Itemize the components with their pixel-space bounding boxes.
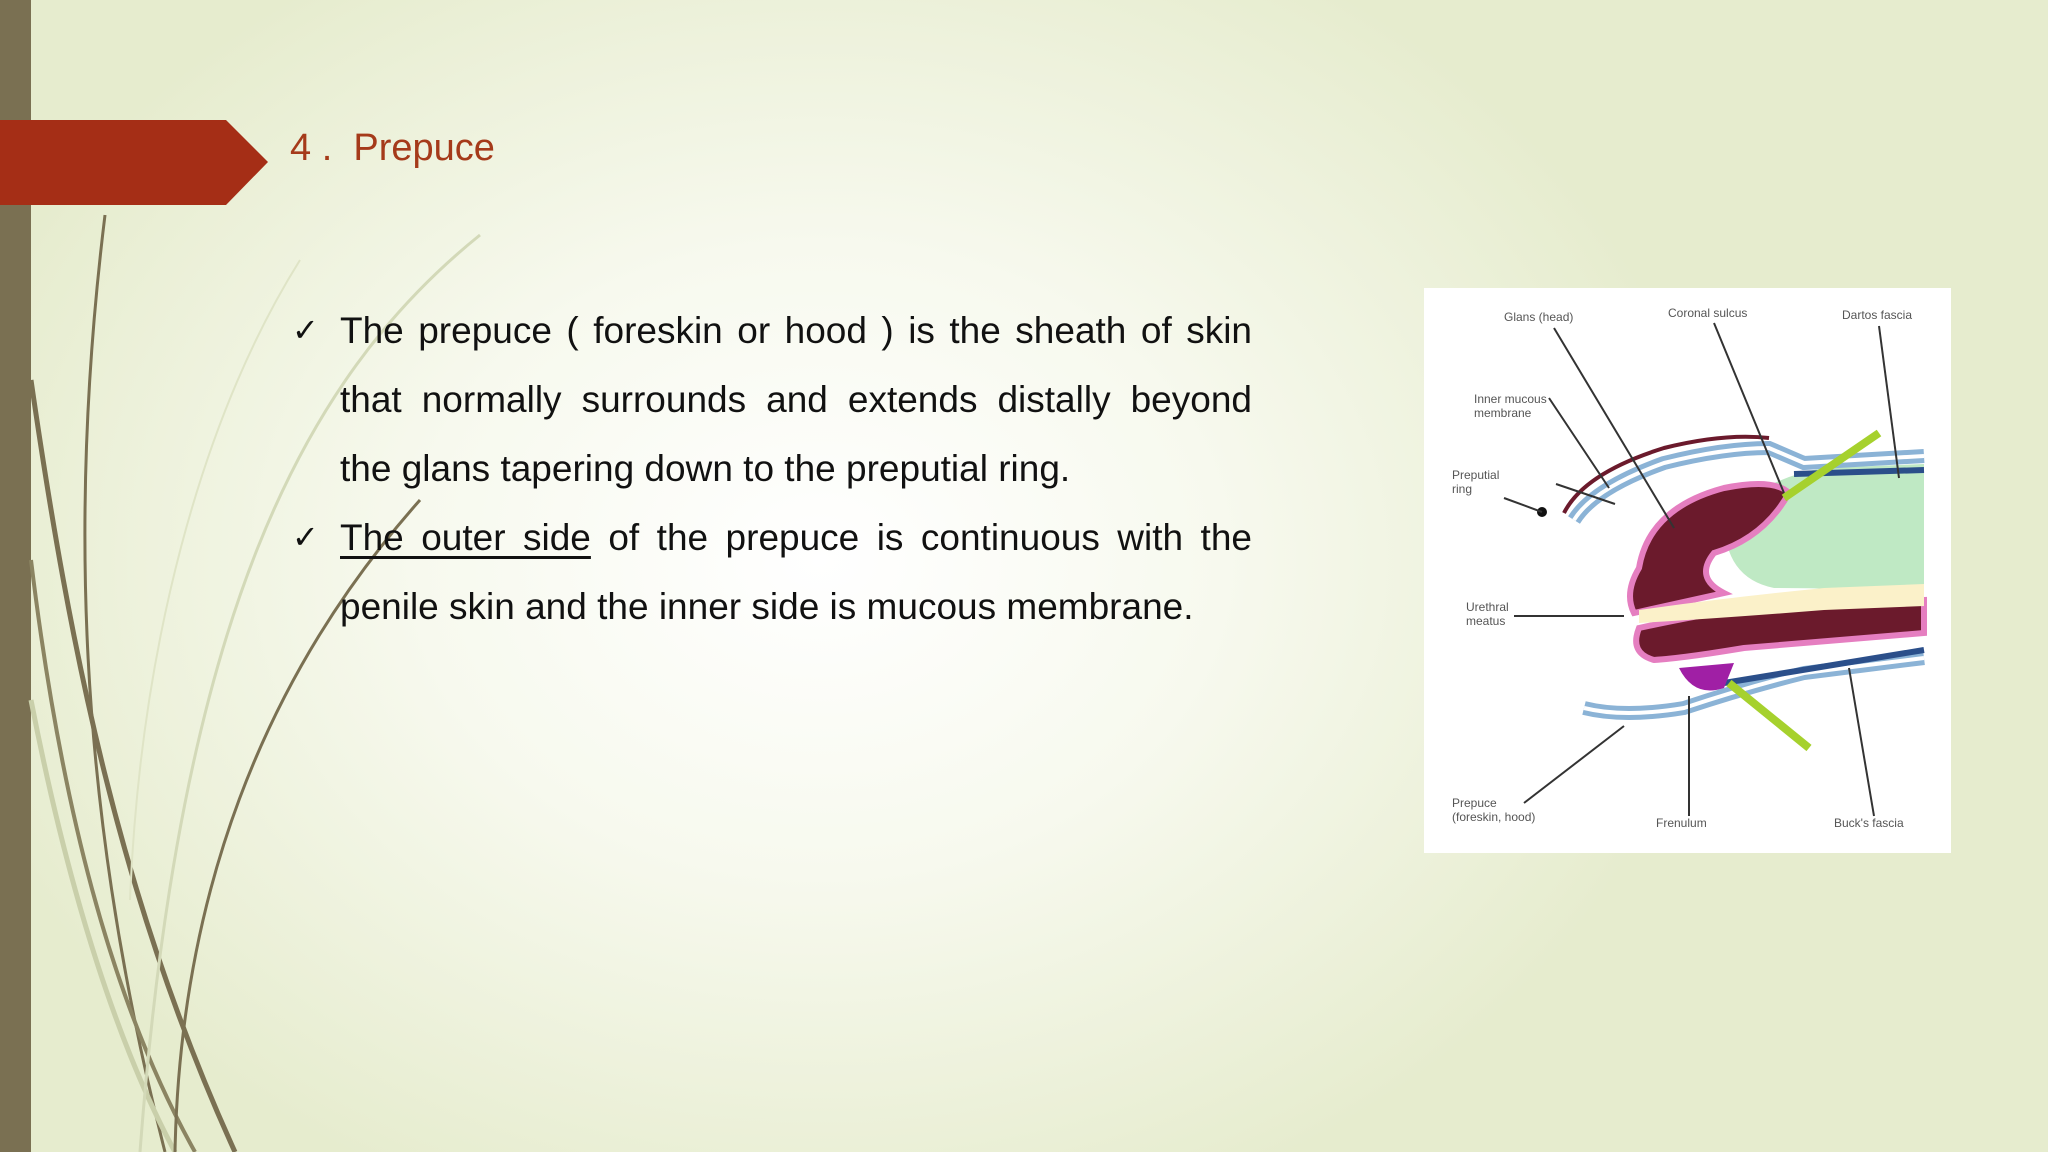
bullet-underlined-phrase: The outer side xyxy=(340,517,591,558)
bullet-list xyxy=(292,296,1252,641)
bullet-text-2: of the prepuce is continuous with the penile skin and the inner side is mucous membrane. xyxy=(340,517,1252,627)
label-dartos-fascia: Dartos fascia xyxy=(1842,308,1913,322)
label-inner-mucous-membrane: Inner mucous membrane xyxy=(1474,392,1547,420)
label-frenulum: Frenulum xyxy=(1656,816,1707,830)
checkmark-icon: ✓ xyxy=(292,311,319,349)
prepuce-anatomy-diagram xyxy=(1424,288,1951,853)
label-glans: Glans (head) xyxy=(1504,310,1574,324)
checkmark-icon: ✓ xyxy=(292,518,319,556)
bullet-text-1: The prepuce ( foreskin or hood ) is the sheath of skin that normally surrounds and extends distally beyond the glans tapering down to the preputial ring. xyxy=(340,310,1252,489)
label-coronal-sulcus: Coronal sulcus xyxy=(1668,306,1748,320)
label-urethral-meatus: Urethral meatus xyxy=(1466,600,1509,628)
bullet-item-2 xyxy=(292,503,1252,641)
label-preputial-ring: Preputial ring xyxy=(1452,468,1500,496)
anatomy-illustration xyxy=(1424,288,1951,853)
label-prepuce: Prepuce (foreskin, hood) xyxy=(1452,796,1536,824)
label-bucks-fascia: Buck's fascia xyxy=(1834,816,1904,830)
bullet-item-1 xyxy=(292,296,1252,503)
title-arrow-marker xyxy=(0,120,268,205)
slide-title: 4 . Prepuce xyxy=(290,127,495,169)
